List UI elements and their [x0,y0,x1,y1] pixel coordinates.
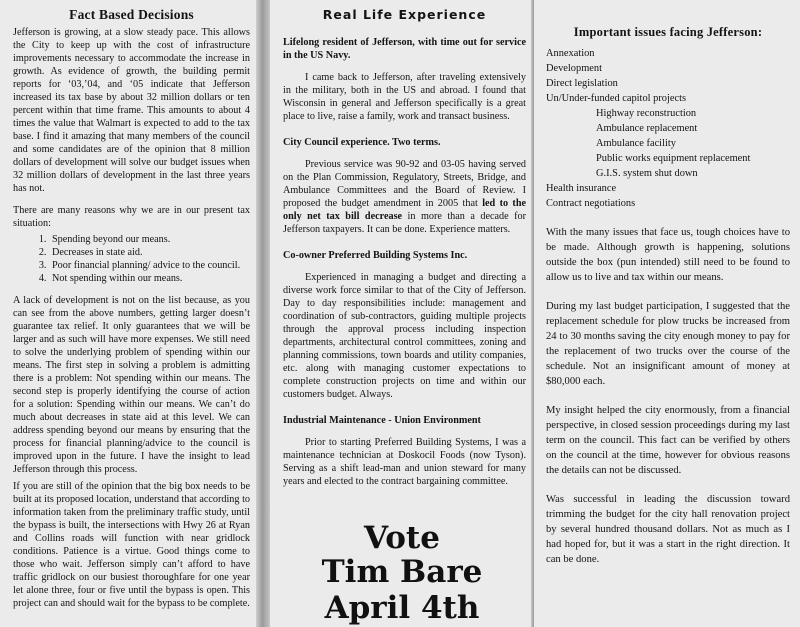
council-text-bold: led to the only net tax bill decrease [283,198,527,222]
paragraph-big-box: If you are still of the opinion that the big box needs to be built at its proposed location, understand that according to information taken from the preliminary traffic study, until the bypass is built, the intersections with Hwy 26 at Ryan and Collins roads will function with near gridlock conditions. Patience is a virtue. Good things come to those who wait. Jefferson simply can’t afford to have traffic gridlock on our busiest thoroughfare for one year let alone three, four or five until the bypass is open. This project can and should wait for the bypass to be complete. [13,481,250,609]
issues-list [546,46,790,211]
vote-line: Vote [364,520,440,556]
panel-fact-based-decisions [0,0,258,627]
list-item: Un/Under-funded capitol projects [546,93,687,104]
list-item: Contract negotiations [546,198,636,209]
list-item: Direct legislation [546,78,618,89]
section-body-maintenance: Prior to starting Preferred Building Systems, I was a maintenance technician at Doskocil Foods (now Tyson). Serving as a shift lead-man and union steward for many years and elected to the contract bargaining committee. [283,437,526,487]
list-item: Health insurance [546,183,617,194]
page-fold [256,0,270,627]
list-item: Public works equipment replacement [596,153,751,164]
reasons-list [13,233,250,285]
section-heading-resident: Lifelong resident of Jefferson, with time out for service in the US Navy. [283,37,526,61]
section-body-resident: I came back to Jefferson, after traveling extensively in the military, both in the US and abroad. I found that Wisconsin in general and Jefferson specifically is a great place to live, raise a family, work and transact business. [283,72,526,122]
panel-title: Fact Based Decisions [69,7,194,22]
list-item: G.I.S. system shut down [596,168,698,179]
paragraph-growth: Jefferson is growing, at a slow steady pace. This allows the City to keep up with the cost of infrastructure improvements necessary to accommodate the increase in growth. As evidence of growth, the building permit reports for ‘03,’04, and ‘05 indicate that Jefferson increased its tax base by about 32 million dollars or ten percent within that time frame. This amounts to about 4 times the value that Walmart is expected to add to the tax base. I find it amazing that many members of the council and some candidates are of the opinion that 8 million dollars of development will solve our budget issues when 32 million dollars of development in the last three years has not. [13,27,250,194]
list-item: Ambulance replacement [596,123,698,134]
list-item: Annexation [546,48,595,59]
list-item: 4. Not spending within our means. [49,272,250,285]
list-item: 1. Spending beyond our means. [49,233,250,246]
section-heading-maintenance: Industrial Maintenance - Union Environment [283,415,481,426]
list-item: 3. Poor financial planning/ advice to the council. [49,259,250,272]
section-body-council [283,158,526,236]
list-item: Development [546,63,602,74]
panel-real-life-experience [270,0,534,627]
election-date: April 4th [324,590,480,626]
list-item: 2. Decreases in state aid. [49,246,250,259]
panel-important-issues [534,0,800,627]
council-text-b: in more than a decade for Jefferson taxpayers. It can be done. Experience matters. [283,211,526,235]
paragraph-closed-session: My insight helped the city enormously, from a financial perspective, in closed session proceedings during my last term on the council. This fact can be verified by others on the council at the time, however for obvious reasons the details can not be discussed. [546,405,790,476]
paragraph-city-hall: Was successful in leading the discussion toward trimming the budget for the city hall renovation project by several hundred thousand dollars. Not as much as I had hoped for, but it was a start in the right direction. It can be done. [546,494,790,565]
council-text-a: Previous service was 90-92 and 03-05 having served on the Plan Commission, Regulatory, Streets, Bridge, and Ambulance Committees and the Board of Review. I proposed the budget amendment in 2005 that [283,159,526,209]
list-item: Highway reconstruction [596,108,697,119]
section-heading-council: City Council experience. Two terms. [283,137,441,148]
paragraph-development: A lack of development is not on the list because, as you can see from the above numbers, getting larger doesn’t guarantee tax relief. It only guarantees that we will be larger and as such will have more expenses. We still need to solve the underlying problem of spending within our means. The first step in solving a problem is admitting there is a problem: Not spending within our means. The second step is properly identifying the course of action for a solution: Spending within our means. We can’t do much about decreases in state aid at this level. We can address spending beyond our means by ensuring that the process for financial planning/advice to the council is improved upon in the future. I have the insight to lead Jefferson through this process. [13,295,250,475]
paragraph-tough-choices: With the many issues that face us, tough choices have to be made. Although growth is happening, solutions outside the box (pun intended) still need to be found to allow us to live and tax within our means. [546,227,790,283]
panel-title: Important issues facing Jefferson: [573,25,763,39]
list-item: Ambulance facility [596,138,676,149]
section-body-coowner: Experienced in managing a budget and directing a diverse work force similar to that of the City of Jefferson. Day to day responsibilities include: management and coordination of sub-contractors, guiding multiple projects through the approval process including inspection departments, architectural control committees, zoning and planning commissions, town boards and utility companies, etc. along with managing customer expectations to complete construction projects on time and within our customers budget. Always. [283,272,526,400]
panel-title: Real Life Experience [322,7,487,22]
candidate-name: Tim Bare [321,554,483,590]
paragraph-reasons-intro: There are many reasons why we are in our present tax situation: [13,205,250,229]
paragraph-plow-trucks: During my last budget participation, I suggested that the replacement schedule for plow trucks be increased from 24 to 30 months saving the city enough money to pay for the replacement of two trucks over the course of the schedule. Not an insignificant amount of money at $80,000 each. [546,301,790,387]
section-heading-coowner: Co-owner Preferred Building Systems Inc. [283,250,468,261]
